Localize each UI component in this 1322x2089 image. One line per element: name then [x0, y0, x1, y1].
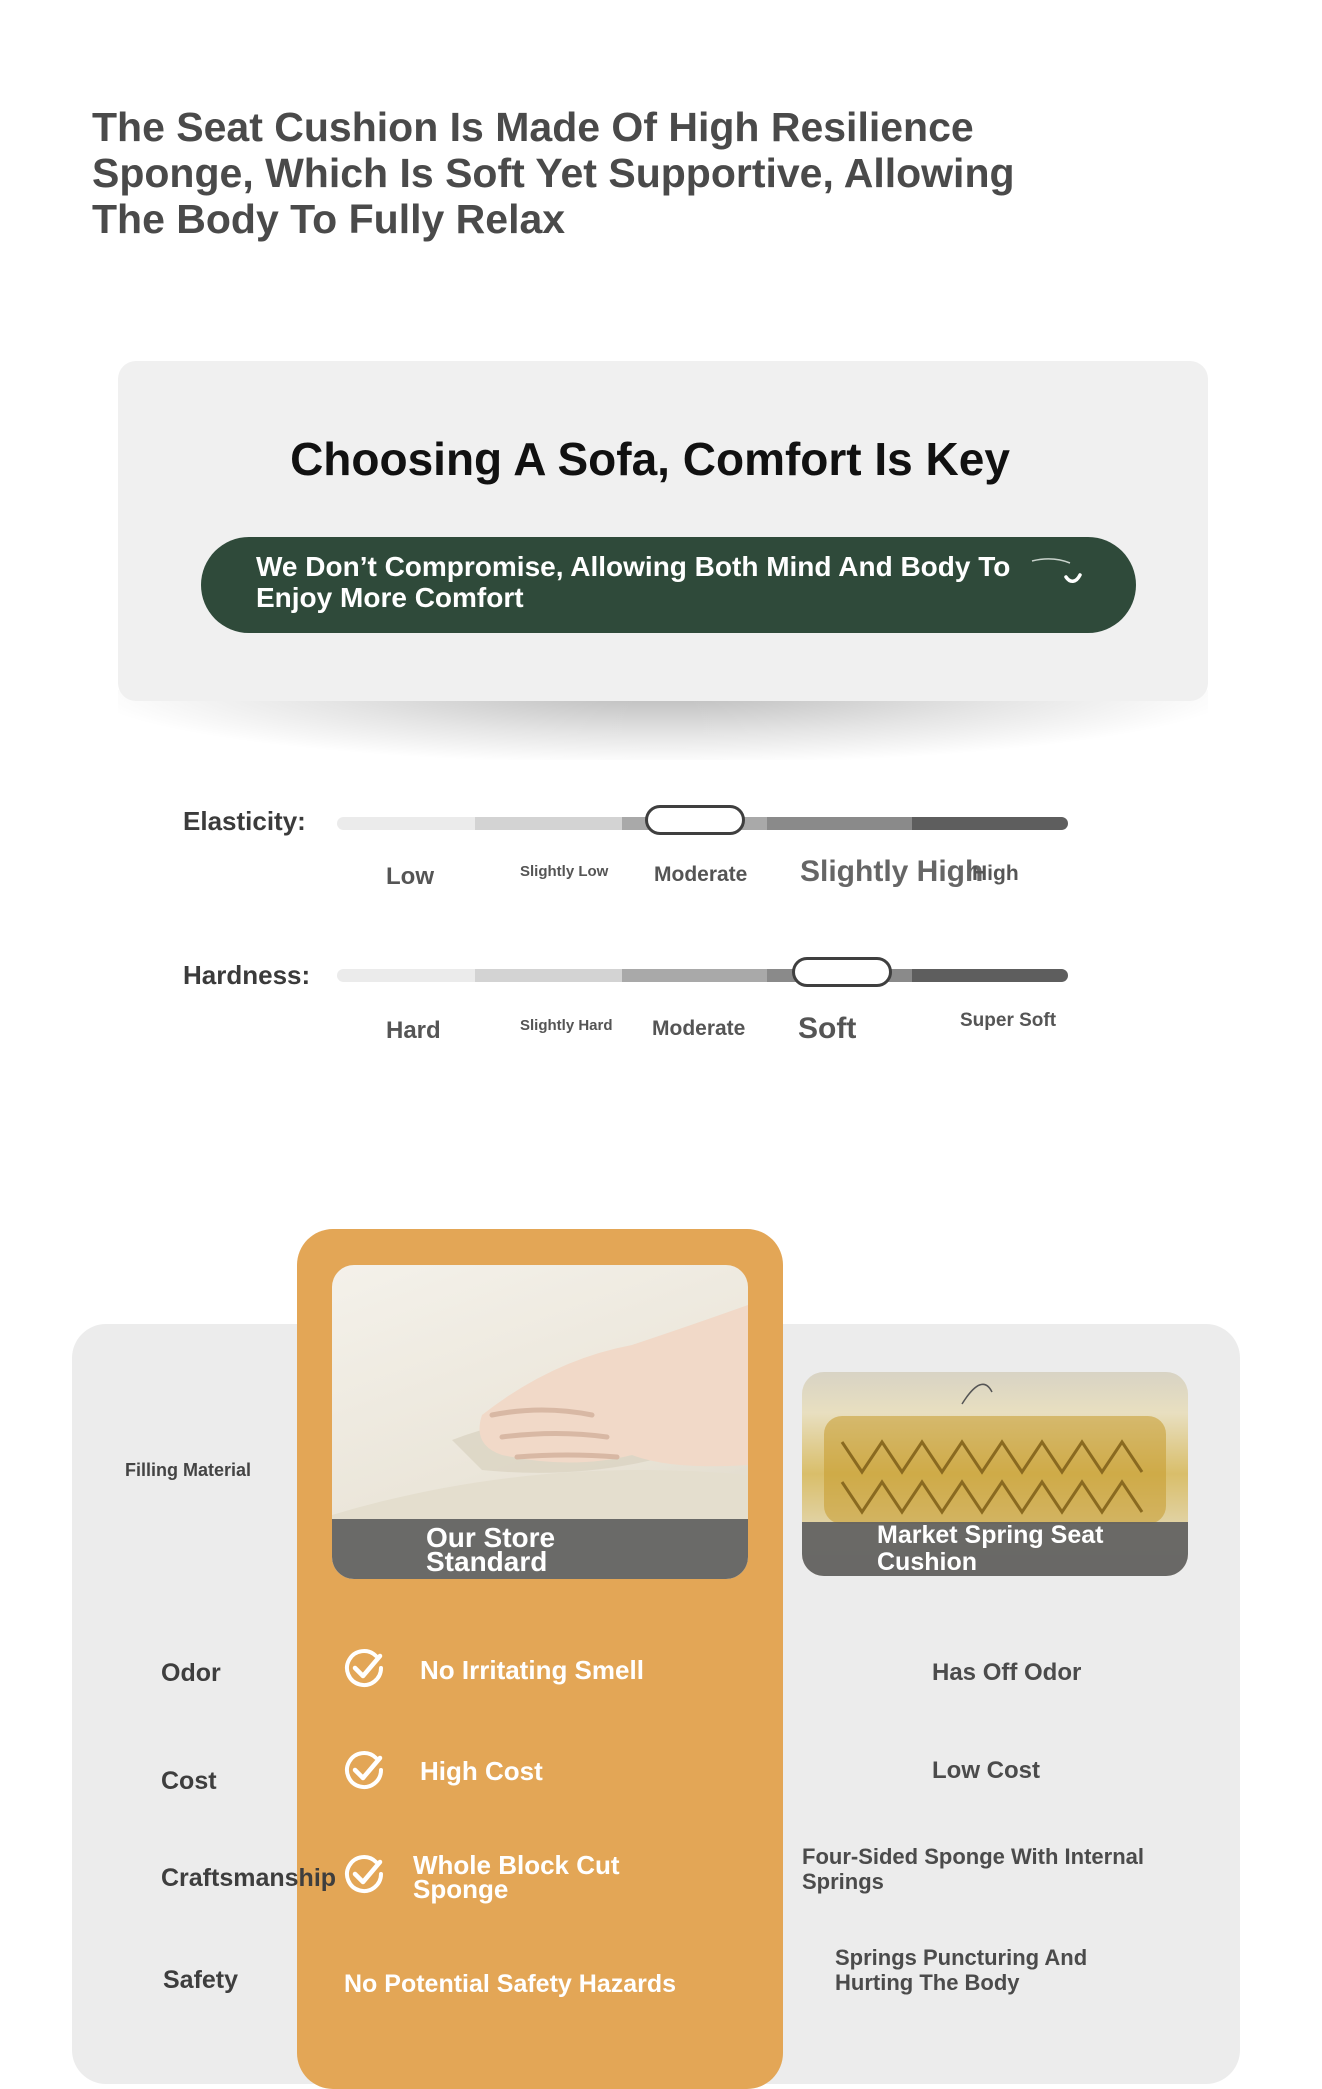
- check-circle-icon: [342, 1646, 386, 1690]
- hardness-segment-5: [912, 969, 1068, 982]
- elasticity-tick-slightly-high: Slightly High: [800, 855, 984, 888]
- our-odor: No Irritating Smell: [420, 1655, 644, 1685]
- elasticity-tick-slightly-low: Slightly Low: [520, 863, 609, 880]
- hardness-tick-moderate: Moderate: [652, 1017, 746, 1040]
- row-label-odor: Odor: [161, 1659, 221, 1687]
- market-caption-bar: [802, 1522, 1188, 1576]
- row-label-safety: Safety: [163, 1966, 239, 1994]
- our-safety: No Potential Safety Hazards: [344, 1970, 677, 1998]
- hardness-knob[interactable]: [792, 957, 892, 987]
- elasticity-label: Elasticity:: [183, 806, 306, 836]
- hardness-segment-2: [475, 969, 625, 982]
- comfort-banner-text: We Don’t Compromise, Allowing Both Mind And Body To Enjoy More Comfort: [256, 551, 1011, 613]
- hardness-tick-slightly-hard: Slightly Hard: [520, 1017, 613, 1034]
- comfort-card: [118, 361, 1208, 701]
- market-safety: Springs Puncturing And Hurting The Body: [835, 1945, 1088, 1995]
- swoosh-icon: [1030, 555, 1084, 589]
- hardness-segment-1: [337, 969, 485, 982]
- hardness-segment-3: [622, 969, 772, 982]
- elasticity-tick-moderate: Moderate: [654, 863, 748, 886]
- market-caption: Market Spring Seat Cushion: [877, 1521, 1104, 1576]
- elasticity-segment-2: [475, 817, 625, 830]
- hardness-label: Hardness:: [183, 960, 311, 990]
- elasticity-segment-1: [337, 817, 485, 830]
- elasticity-tick-low: Low: [386, 863, 434, 890]
- elasticity-tick-high: High: [972, 862, 1019, 885]
- our-cost: High Cost: [420, 1756, 543, 1786]
- elasticity-knob[interactable]: [645, 805, 745, 835]
- filling-material-label: Filling Material: [125, 1460, 252, 1480]
- our-foam-photo: [332, 1265, 748, 1579]
- hardness-tick-soft: Soft: [798, 1012, 857, 1045]
- hardness-tick-super-soft: Super Soft: [960, 1010, 1057, 1031]
- our-caption: Our Store Standard: [426, 1522, 556, 1577]
- market-craftsmanship: Four-Sided Sponge With Internal Springs: [802, 1844, 1145, 1894]
- market-spring-photo: [802, 1372, 1188, 1576]
- market-cost: Low Cost: [932, 1757, 1040, 1784]
- our-craftsmanship: Whole Block Cut Sponge: [413, 1850, 620, 1904]
- hardness-tick-hard: Hard: [386, 1017, 441, 1044]
- our-caption-bar: [332, 1519, 748, 1579]
- elasticity-segment-4: [767, 817, 917, 830]
- hardness-slider[interactable]: [337, 969, 1068, 982]
- comfort-card-title: Choosing A Sofa, Comfort Is Key: [290, 433, 1010, 485]
- check-circle-icon: [342, 1748, 386, 1792]
- row-label-cost: Cost: [161, 1767, 217, 1795]
- elasticity-slider[interactable]: [337, 817, 1068, 830]
- row-label-craftsmanship: Craftsmanship: [161, 1864, 337, 1892]
- page-headline: The Seat Cushion Is Made Of High Resilience Sponge, Which Is Soft Yet Supportive, Allowing The Body To Fully Relax: [92, 104, 1015, 242]
- elasticity-segment-5: [912, 817, 1068, 830]
- market-odor: Has Off Odor: [932, 1659, 1082, 1686]
- check-circle-icon: [342, 1852, 386, 1896]
